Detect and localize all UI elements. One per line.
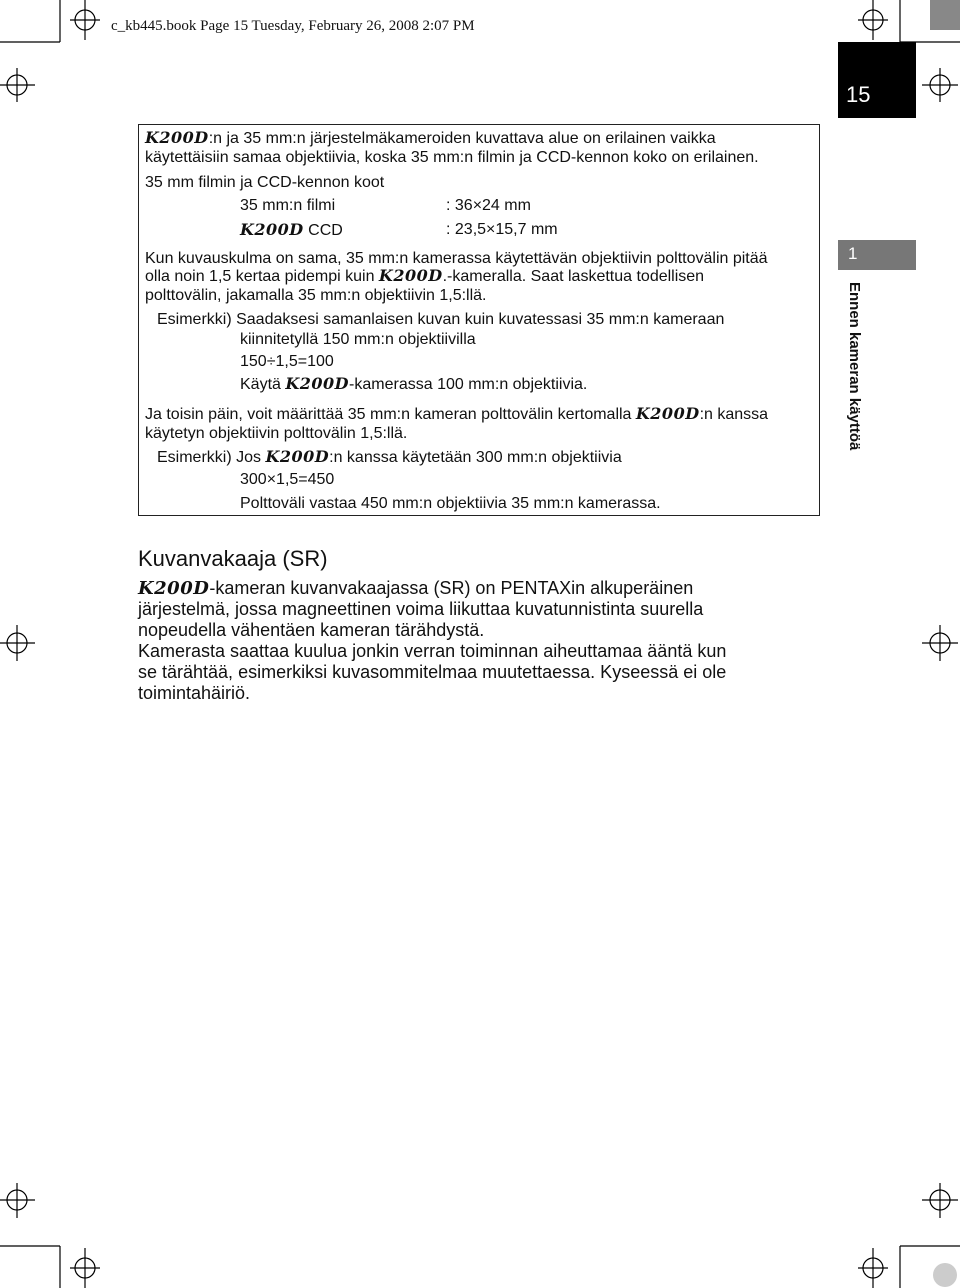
registration-mark-right-middle [922,625,958,661]
example-1-formula: 150÷1,5=100 [240,353,334,370]
example-1-line-2: kiinnitetyllä 150 mm:n objektiivilla [240,331,476,348]
section-line-5: se tärähtää, esimerkiksi kuvasommitelmaa muutettaessa. Kyseessä ei ole [138,662,727,682]
camera-logo: K200D [635,404,700,423]
section-line-2: järjestelmä, jossa magneettinen voima liikuttaa kuvatunnistinta suurella [138,599,704,619]
box-paragraph-1-line-1: K200D:n ja 35 mm:n järjestelmäkameroiden kuvattava alue on erilainen vaikka [145,128,716,147]
print-header: c_kb445.book Page 15 Tuesday, February 26, 2008 2:07 PM [111,18,475,34]
film-size-value: : 36×24 mm [446,197,531,214]
camera-logo: K200D [145,128,209,147]
camera-logo: K200D [240,220,304,239]
section-title: Kuvanvakaaja (SR) [138,546,328,571]
ccd-size-label: K200D CCD [240,220,343,239]
registration-mark-left-lower [0,1183,35,1218]
camera-logo: K200D [138,578,210,599]
box-paragraph-1-line-2: käytettäisiin samaa objektiivia, koska 35 mm:n filmin ja CCD-kennon koko on erilainen. [145,149,759,166]
camera-logo: K200D [285,374,350,393]
box-paragraph-3-line-2: olla noin 1,5 kertaa pidempi kuin K200D.-kameralla. Saat laskettua todellisen [145,266,705,285]
chapter-title: Ennen kameran käyttöä [846,282,863,451]
film-size-label: 35 mm:n filmi [240,197,336,214]
camera-logo: K200D [265,447,330,466]
box-paragraph-3-line-1: Kun kuvauskulma on sama, 35 mm:n kamerassa käytettävän objektiivin polttovälin pitää [145,250,768,267]
registration-mark-bottom-right [858,1248,888,1288]
registration-mark-top-right [858,0,888,40]
section-line-6: toimintahäiriö. [138,683,251,703]
registration-mark-top-left [70,0,100,40]
example-2-line-1: Esimerkki) Jos K200D:n kanssa käytetään 300 mm:n objektiivia [157,447,622,466]
tab-divider [838,116,916,118]
box-paragraph-4-line-1: Ja toisin päin, voit määrittää 35 mm:n kameran polttovälin kertomalla K200D:n kanssa [145,404,769,423]
box-paragraph-3-line-3: polttovälin, jakamalla 35 mm:n objektiivin 1,5:llä. [145,287,487,304]
registration-mark-right-lower [922,1183,958,1218]
section-line-4: Kamerasta saattaa kuulua jonkin verran toiminnan aiheuttamaa ääntä kun [138,641,727,661]
chapter-number-tab [838,240,916,270]
example-1-result: Käytä K200D-kamerassa 100 mm:n objektiivia. [240,374,588,393]
chapter-number: 1 [848,244,858,263]
registration-mark-right-upper [922,68,958,102]
chapter-title-vertical [836,282,880,482]
page-number-tab [838,42,916,116]
registration-mark-left-upper [0,68,35,102]
registration-mark-bottom-left [70,1248,100,1288]
example-2-formula: 300×1,5=450 [240,471,335,488]
camera-logo: K200D [378,266,443,285]
example-2-result: Polttoväli vastaa 450 mm:n objektiivia 35 mm:n kamerassa. [240,495,661,512]
example-1-line-1: Esimerkki) Saadaksesi samanlaisen kuvan kuin kuvatessasi 35 mm:n kameraan [157,311,725,328]
box-paragraph-4-line-2: käytetyn objektiivin polttovälin 1,5:llä. [145,425,408,442]
section-line-1: K200D-kameran kuvanvakaajassa (SR) on PENTAXin alkuperäinen [138,578,694,599]
ccd-size-value: : 23,5×15,7 mm [446,221,558,238]
section-line-3: nopeudella vähentäen kameran tärähdystä. [138,620,485,640]
registration-mark-left-middle [0,625,35,661]
box-sizes-heading: 35 mm filmin ja CCD-kennon koot [145,174,385,191]
page-number: 15 [846,82,871,107]
